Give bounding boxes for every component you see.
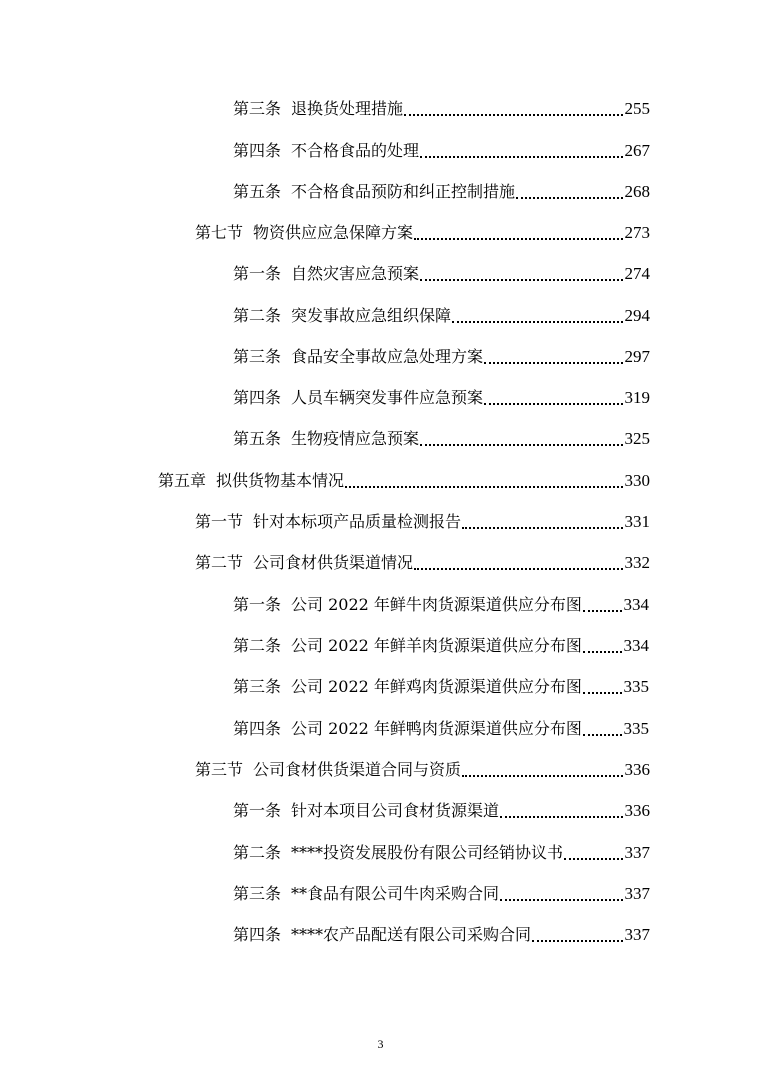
toc-entry-title: 公司 2022 年鲜鸭肉货源渠道供应分布图 <box>291 719 582 738</box>
dot-leader <box>462 527 622 529</box>
toc-entry-title: 拟供货物基本情况 <box>216 471 345 490</box>
toc-entry-number: 第四条 <box>233 925 282 944</box>
dot-leader <box>484 362 622 364</box>
toc-entry-title: 不合格食品预防和纠正控制措施 <box>291 182 516 201</box>
dot-leader <box>516 197 622 199</box>
toc-entry[interactable] <box>233 426 650 452</box>
toc-entry[interactable] <box>233 798 650 824</box>
toc-entry-title: 自然灾害应急预案 <box>291 264 420 283</box>
toc-entry-number: 第一条 <box>233 264 282 283</box>
toc-entry-title: 公司食材供货渠道情况 <box>253 553 414 572</box>
toc-entry-title: 生物疫情应急预案 <box>291 429 420 448</box>
toc-entry-number: 第四条 <box>233 719 282 738</box>
toc-entry-page: 267 <box>624 141 650 160</box>
dot-leader <box>583 610 622 612</box>
toc-entry-title: 公司 2022 年鲜鸡肉货源渠道供应分布图 <box>291 677 582 696</box>
toc-entry-title: 突发事故应急组织保障 <box>291 306 452 325</box>
dot-leader <box>583 651 622 653</box>
toc-entry-page: 330 <box>624 471 650 490</box>
toc-entry-number: 第四条 <box>233 141 282 160</box>
toc-entry-number: 第五条 <box>233 429 282 448</box>
toc-entry-title: 退换货处理措施 <box>291 99 404 118</box>
toc-entry[interactable] <box>233 96 650 122</box>
toc-entry-page: 331 <box>624 512 650 531</box>
toc-entry-page: 337 <box>624 843 650 862</box>
toc-entry-title: 食品安全事故应急处理方案 <box>291 347 484 366</box>
toc-entry-title: 针对本项目公司食材货源渠道 <box>291 801 500 820</box>
toc-entry[interactable] <box>233 344 650 370</box>
toc-entry-title: **食品有限公司牛肉采购合同 <box>291 884 500 903</box>
toc-entry-page: 297 <box>624 347 650 366</box>
toc-entry[interactable] <box>233 674 649 700</box>
toc-entry-number: 第三条 <box>233 347 282 366</box>
toc-entry-number: 第一节 <box>195 512 244 531</box>
dot-leader <box>564 858 622 860</box>
dot-leader <box>500 899 622 901</box>
toc-entry-number: 第二条 <box>233 636 282 655</box>
page-number: 3 <box>377 1037 384 1051</box>
toc-entry[interactable] <box>233 840 650 866</box>
toc-entry-page: 334 <box>623 595 649 614</box>
toc-entry-page: 332 <box>624 553 650 572</box>
toc-entry-number: 第五条 <box>233 182 282 201</box>
toc-entry-title: 公司 2022 年鲜羊肉货源渠道供应分布图 <box>291 636 582 655</box>
toc-entry-number: 第三节 <box>195 760 244 779</box>
dot-leader <box>583 734 622 736</box>
toc-entry-page: 337 <box>624 925 650 944</box>
dot-leader <box>404 114 622 116</box>
toc-entry-number: 第三条 <box>233 99 282 118</box>
toc-entry-title: 针对本标项产品质量检测报告 <box>253 512 462 531</box>
toc-entry[interactable] <box>233 633 649 659</box>
dot-leader <box>414 568 622 570</box>
toc-entry[interactable] <box>195 550 650 576</box>
dot-leader <box>345 486 622 488</box>
toc-entry-page: 337 <box>624 884 650 903</box>
toc-entry-page: 334 <box>623 636 649 655</box>
toc-entry[interactable] <box>233 592 649 618</box>
dot-leader <box>414 238 622 240</box>
dot-leader <box>532 940 622 942</box>
toc-entry[interactable] <box>195 509 650 535</box>
dot-leader <box>583 692 622 694</box>
toc-entry-title: ****投资发展股份有限公司经销协议书 <box>291 843 564 862</box>
toc-entry-page: 319 <box>624 388 650 407</box>
toc-entry-page: 336 <box>624 801 650 820</box>
toc-entry[interactable] <box>233 261 650 287</box>
dot-leader <box>420 279 622 281</box>
toc-entry-number: 第四条 <box>233 388 282 407</box>
toc-entry-title: ****农产品配送有限公司采购合同 <box>291 925 532 944</box>
toc-entry-page: 335 <box>623 677 649 696</box>
dot-leader <box>484 403 622 405</box>
toc-entry-page: 335 <box>623 719 649 738</box>
toc-entry-title: 人员车辆突发事件应急预案 <box>291 388 484 407</box>
toc-entry-number: 第三条 <box>233 677 282 696</box>
toc-entry-number: 第二条 <box>233 306 282 325</box>
toc-entry[interactable] <box>195 220 650 246</box>
toc-entry-number: 第二节 <box>195 553 244 572</box>
toc-entry-page: 336 <box>624 760 650 779</box>
toc-entry-page: 325 <box>624 429 650 448</box>
toc-entry-number: 第三条 <box>233 884 282 903</box>
toc-entry-page: 255 <box>624 99 650 118</box>
toc-entry-title: 公司 2022 年鲜牛肉货源渠道供应分布图 <box>291 595 582 614</box>
toc-entry-page: 268 <box>624 182 650 201</box>
toc-entry[interactable] <box>233 922 650 948</box>
toc-entry[interactable] <box>158 468 650 494</box>
toc-entry-title: 不合格食品的处理 <box>291 141 420 160</box>
toc-entry[interactable] <box>233 881 650 907</box>
toc-entry[interactable] <box>233 179 650 205</box>
toc-entry[interactable] <box>195 757 650 783</box>
toc-entry[interactable] <box>233 385 650 411</box>
toc-entry-title: 公司食材供货渠道合同与资质 <box>253 760 462 779</box>
dot-leader <box>420 444 622 446</box>
toc-entry-number: 第一条 <box>233 801 282 820</box>
toc-entry[interactable] <box>233 138 650 164</box>
toc-entry[interactable] <box>233 303 650 329</box>
toc-entry-number: 第二条 <box>233 843 282 862</box>
toc-entry-number: 第五章 <box>158 471 207 490</box>
toc-entry-title: 物资供应应急保障方案 <box>253 223 414 242</box>
toc-entry-page: 274 <box>624 264 650 283</box>
dot-leader <box>500 816 622 818</box>
toc-entry-number: 第七节 <box>195 223 244 242</box>
toc-entry-page: 294 <box>624 306 650 325</box>
toc-entry[interactable] <box>233 716 649 742</box>
toc-entry-page: 273 <box>624 223 650 242</box>
dot-leader <box>452 321 622 323</box>
dot-leader <box>462 775 622 777</box>
dot-leader <box>420 156 622 158</box>
toc-entry-number: 第一条 <box>233 595 282 614</box>
